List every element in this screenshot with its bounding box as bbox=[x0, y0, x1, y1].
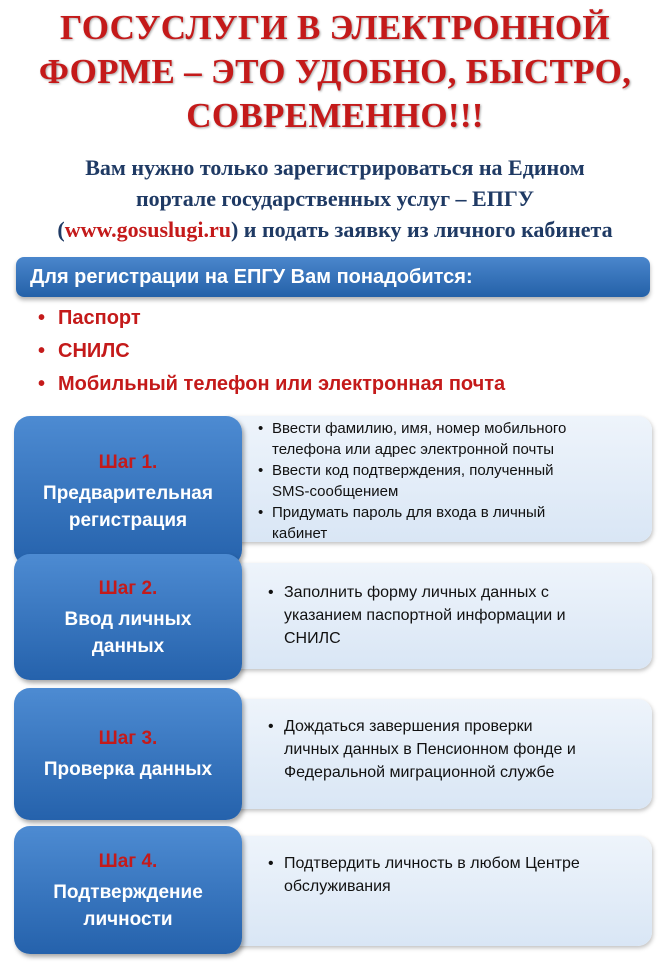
step-name bbox=[14, 756, 242, 783]
intro-line: портале государственных услуг – ЕПГУ bbox=[136, 186, 534, 211]
step-3-box bbox=[14, 688, 242, 820]
step-name-line: данных bbox=[91, 635, 165, 657]
detail-line: указанием паспортной информации и bbox=[284, 607, 566, 624]
detail-line: кабинет bbox=[272, 525, 328, 542]
step-number: Шаг 3. bbox=[98, 728, 158, 749]
requirement-label: Мобильный телефон или электронная почта bbox=[58, 373, 506, 395]
detail-line: • Ввести код подтверждения, полученный bbox=[272, 462, 554, 479]
step-1-details bbox=[226, 416, 652, 542]
step-name bbox=[14, 606, 242, 660]
step-name bbox=[14, 879, 242, 933]
site-link[interactable]: www.gosuslugi.ru bbox=[64, 217, 231, 242]
detail-line: • Заполнить форму личных данных с bbox=[284, 584, 549, 601]
title-line: СОВРЕМЕННО!!! bbox=[186, 96, 484, 135]
detail-line: • Ввести фамилию, имя, номер мобильного bbox=[272, 420, 567, 437]
requirement-label: СНИЛС bbox=[58, 340, 130, 362]
list-item bbox=[284, 715, 644, 784]
step-3-details bbox=[226, 699, 652, 809]
step-number: Шаг 1. bbox=[98, 451, 158, 473]
bullet-icon: • bbox=[38, 340, 46, 362]
requirement-label: Паспорт bbox=[58, 307, 141, 329]
intro-line-rest: ) и подать заявку из личного кабинета bbox=[230, 217, 613, 242]
requirements-list bbox=[38, 304, 505, 403]
page-title bbox=[0, 6, 670, 138]
step-4-box bbox=[14, 826, 242, 954]
step-2-details bbox=[226, 563, 652, 669]
intro-paren: ( bbox=[57, 217, 65, 242]
title-line: ФОРМЕ – ЭТО УДОБНО, БЫСТРО, bbox=[38, 52, 632, 91]
list-item bbox=[284, 581, 644, 650]
detail-line: • Дождаться завершения проверки bbox=[284, 718, 533, 735]
detail-line: телефона или адрес электронной почты bbox=[272, 441, 555, 458]
step-1-box bbox=[14, 416, 242, 566]
requirements-banner: Для регистрации на ЕПГУ Вам понадобится: bbox=[16, 257, 650, 297]
step-number: Шаг 4. bbox=[98, 850, 158, 872]
bullet-icon: • bbox=[38, 307, 46, 329]
step-2-box bbox=[14, 554, 242, 680]
intro-line: Вам нужно только зарегистрироваться на Едином bbox=[85, 155, 585, 180]
step-4-details bbox=[226, 836, 652, 946]
step-name-line: Предварительная bbox=[43, 482, 213, 504]
detail-line: обслуживания bbox=[284, 878, 391, 895]
detail-line: SMS-сообщением bbox=[272, 483, 399, 500]
detail-line: СНИЛС bbox=[284, 630, 341, 647]
step-name-line: Подтверждение bbox=[53, 881, 203, 903]
intro-text bbox=[0, 152, 670, 245]
step-name-line: личности bbox=[83, 908, 173, 930]
step-number: Шаг 2. bbox=[98, 577, 158, 599]
detail-line: Федеральной миграционной службе bbox=[284, 764, 555, 781]
list-item bbox=[272, 460, 644, 502]
step-name-line: регистрация bbox=[68, 509, 188, 531]
intro-line bbox=[0, 214, 670, 245]
list-item bbox=[38, 337, 505, 370]
detail-line: личных данных в Пенсионном фонде и bbox=[284, 741, 576, 758]
list-item bbox=[38, 304, 505, 337]
list-item bbox=[284, 852, 644, 898]
list-item bbox=[272, 502, 644, 544]
list-item bbox=[272, 418, 644, 460]
detail-line: • Придумать пароль для входа в личный bbox=[272, 504, 546, 521]
bullet-icon: • bbox=[38, 373, 46, 395]
list-item bbox=[38, 370, 505, 403]
step-name-line: Ввод личных bbox=[64, 608, 192, 630]
detail-line: • Подтвердить личность в любом Центре bbox=[284, 855, 580, 872]
step-name bbox=[14, 480, 242, 534]
title-line: ГОСУСЛУГИ В ЭЛЕКТРОННОЙ bbox=[60, 8, 610, 47]
step-name-line: Проверка данных bbox=[43, 759, 213, 780]
